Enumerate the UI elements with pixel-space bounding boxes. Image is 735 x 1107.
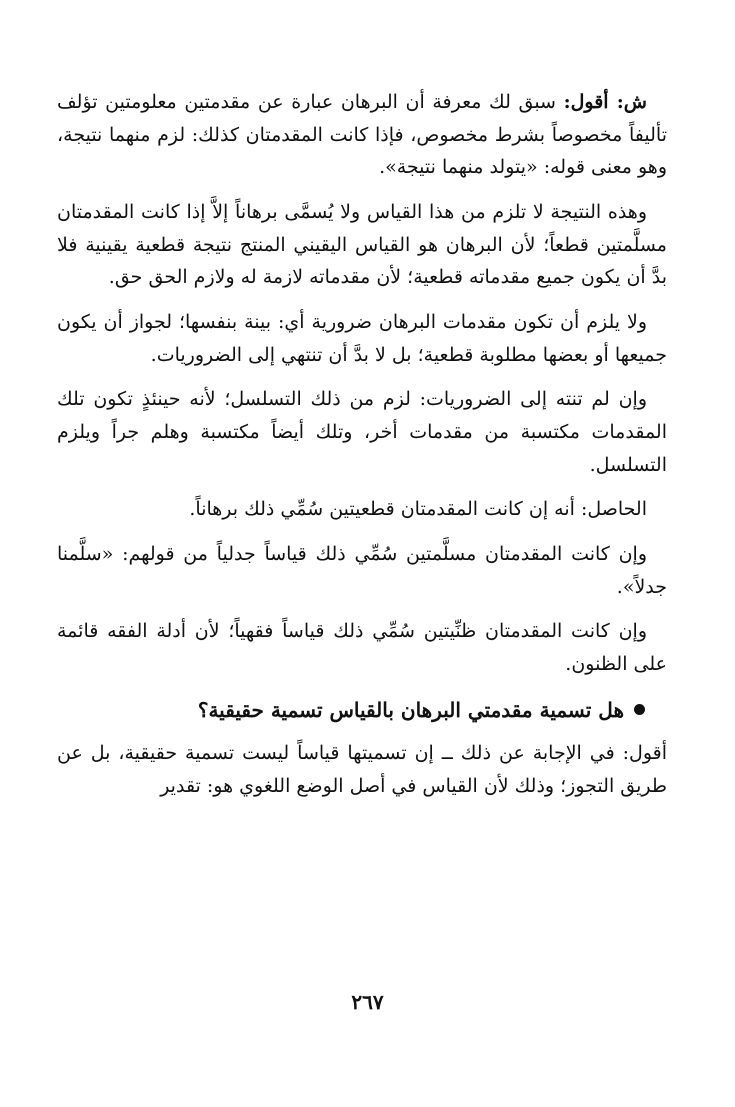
section-heading-text: هل تسمية مقدمتي البرهان بالقياس تسمية حقيقية؟ xyxy=(197,697,624,722)
bullet-icon xyxy=(634,704,645,715)
final-paragraph: أقول: في الإجابة عن ذلك ــ إن تسميتها قياساً ليست تسمية حقيقية، بل عن طريق التجوز؛ وذلك لأن القياس في أصل الوضع اللغوي هو: تقدير xyxy=(57,742,667,797)
paragraph-1 xyxy=(57,86,667,184)
paragraph-text: سبق لك معرفة أن البرهان عبارة عن مقدمتين معلومتين تؤلف تأليفاً مخصوصاً بشرط مخصوص، فإذا كانت المقدمتان كذلك: لزم منهما نتيجة، وهو معنى قوله: «يتولد منهما نتيجة». xyxy=(57,91,667,179)
paragraph-7: وإن كانت المقدمتان ظنِّيتين سُمِّي ذلك قياساً فقهياً؛ لأن أدلة الفقه قائمة على الظنون. xyxy=(57,620,667,676)
paragraph-3: ولا يلزم أن تكون مقدمات البرهان ضرورية أي: بينة بنفسها؛ لجواز أن يكون جميعها أو بعضها مطلوبة قطعية؛ بل لا بدَّ أن تنتهي إلى الضروريات. xyxy=(57,311,667,366)
page-body xyxy=(57,86,667,814)
paragraph-4: وإن لم تنته إلى الضروريات: لزم من ذلك التسلسل؛ لأنه حينئذٍ تكون تلك المقدمات مكتسبة من مقدمات أخر، وتلك أيضاً مكتسبة وهلم جراً ويلزم التسلسل. xyxy=(57,388,668,476)
paragraph-lead: ش: أقول: xyxy=(563,91,647,113)
paragraph-6: وإن كانت المقدمتان مسلَّمتين سُمِّي ذلك قياساً جدلياً من قولهم: «سلَّمنا جدلاً». xyxy=(57,543,667,598)
page-number: ٢٦٧ xyxy=(351,990,384,1014)
paragraph-5: الحاصل: أنه إن كانت المقدمتان قطعيتين سُمِّي ذلك برهاناً. xyxy=(189,498,647,521)
section-heading xyxy=(57,693,667,727)
paragraph-2: وهذه النتيجة لا تلزم من هذا القياس ولا يُسمَّى برهاناً إلاَّ إذا كانت المقدمتان مسلَّمتين قطعاً؛ لأن البرهان هو القياس اليقيني المنتج نتيجة قطعية يقينية فلا بدَّ أن يكون جميع مقدماته قطعية؛ لأن مقدماته لازمة له ولازم الحق حق. xyxy=(57,201,667,289)
